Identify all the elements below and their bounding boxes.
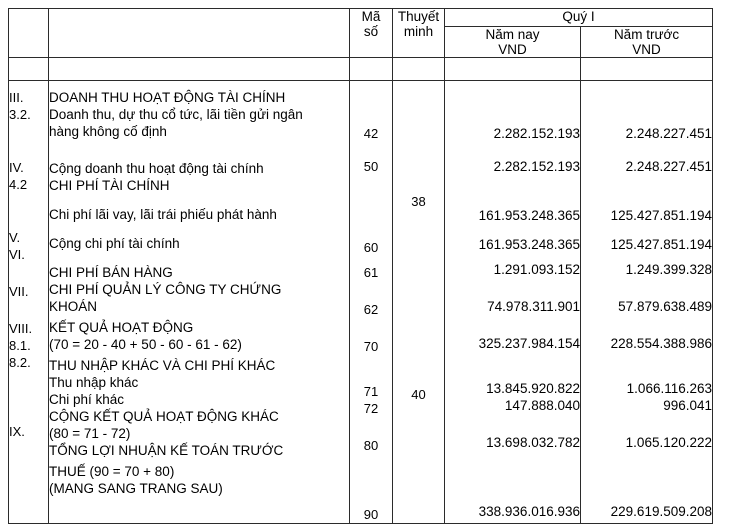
row-value-current-80: 13.698.032.782 — [486, 435, 580, 450]
row-note-38: 38 — [411, 194, 426, 209]
row-label-v: CHI PHÍ BÁN HÀNG — [49, 265, 173, 280]
previous-year-column — [581, 81, 713, 524]
header-code — [350, 9, 393, 58]
row-value-previous-60: 125.427.851.194 — [610, 237, 713, 252]
row-label-3-2-line1: Doanh thu, dự thu cổ tức, lãi tiền gửi ngân — [49, 107, 303, 122]
row-code-50: 50 — [363, 159, 379, 174]
row-value-current-72: 147.888.040 — [504, 398, 580, 413]
row-value-current-42: 2.282.152.193 — [493, 126, 580, 141]
row-label-cong-doanh-thu: Cộng doanh thu hoạt động tài chính — [49, 161, 264, 176]
header-previous-line1: Năm trước — [613, 27, 680, 42]
header-code-line2: số — [363, 24, 379, 39]
row-label-ix-line1: TỔNG LỢI NHUẬN KẾ TOÁN TRƯỚC — [49, 443, 284, 458]
description-column — [49, 81, 350, 524]
row-value-current-50: 2.282.152.193 — [493, 159, 580, 174]
row-value-previous-70: 228.554.388.986 — [610, 336, 713, 351]
note-column — [393, 81, 445, 524]
spacer-note — [393, 58, 445, 81]
row-value-current-90: 338.936.016.936 — [478, 504, 580, 519]
header-current-year — [445, 27, 581, 58]
spacer-previous — [581, 58, 713, 81]
row-value-previous-50: 2.248.227.451 — [625, 159, 713, 174]
table-body — [9, 81, 713, 524]
row-index-vii: VII. — [9, 284, 29, 299]
row-index-8-1: 8.1. — [9, 338, 31, 353]
row-value-previous-4-2: 125.427.851.194 — [610, 208, 713, 223]
row-label-vii-line2: (70 = 20 - 40 + 50 - 60 - 61 - 62) — [49, 337, 242, 352]
row-index-iv: IV. — [9, 160, 24, 175]
row-label-vii-line1: KẾT QUẢ HOẠT ĐỘNG — [49, 320, 194, 335]
row-code-80: 80 — [363, 438, 379, 453]
header-period-group: Quý I — [445, 9, 713, 27]
row-index-viii: VIII. — [9, 321, 33, 336]
row-label-cong-chi-phi: Cộng chi phí tài chính — [49, 236, 180, 251]
row-label-8-1: Thu nhập khác — [49, 375, 139, 390]
row-value-previous-80: 1.065.120.222 — [625, 435, 713, 450]
row-label-ix-line2: THUẾ (90 = 70 + 80) — [49, 464, 175, 479]
header-note-line1: Thuyết — [397, 9, 440, 24]
row-value-previous-71: 1.066.116.263 — [626, 381, 713, 396]
row-label-8-2: Chi phí khác — [49, 392, 125, 407]
code-column — [350, 81, 393, 524]
row-code-61: 61 — [363, 265, 379, 280]
row-label-4-2: Chi phí lãi vay, lãi trái phiếu phát hành — [49, 207, 277, 222]
row-value-previous-61: 1.249.399.328 — [625, 262, 713, 277]
row-code-72: 72 — [363, 401, 379, 416]
row-value-current-60: 161.953.248.365 — [478, 237, 580, 252]
row-value-previous-42: 2.248.227.451 — [625, 126, 713, 141]
row-label-ix-line3: (MANG SANG TRANG SAU) — [49, 481, 223, 496]
row-label-3-2-line2: hàng không cố định — [49, 124, 167, 139]
spacer-description — [49, 58, 350, 81]
row-label-cong-khac-line1: CỘNG KẾT QUẢ HOẠT ĐỘNG KHÁC — [49, 409, 279, 424]
row-code-42: 42 — [363, 126, 379, 141]
income-statement-table — [8, 8, 713, 524]
row-label-vi-line2: KHOÁN — [49, 299, 98, 314]
header-note-line2: minh — [403, 24, 434, 39]
row-value-current-62: 74.978.311.901 — [487, 299, 580, 314]
row-index-iii: III. — [9, 90, 24, 105]
row-note-40: 40 — [411, 387, 426, 402]
header-row-group — [9, 9, 713, 27]
header-current-line2: VND — [498, 42, 527, 57]
row-value-current-70: 325.237.984.154 — [478, 336, 580, 351]
header-note — [393, 9, 445, 58]
row-index-3-2: 3.2. — [9, 107, 31, 122]
row-index-v: V. — [9, 230, 21, 245]
row-label-vi-line1: CHI PHÍ QUẢN LÝ CÔNG TY CHỨNG — [49, 282, 282, 297]
spacer-current — [445, 58, 581, 81]
row-value-previous-90: 229.619.509.208 — [610, 504, 713, 519]
row-index-4-2: 4.2 — [9, 177, 28, 192]
row-code-62: 62 — [363, 302, 379, 317]
header-previous-year — [581, 27, 713, 58]
table-header — [9, 9, 713, 81]
current-year-column — [445, 81, 581, 524]
row-code-90: 90 — [363, 507, 379, 522]
row-code-60: 60 — [363, 240, 379, 255]
spacer-index — [9, 58, 49, 81]
row-index-8-2: 8.2. — [9, 355, 31, 370]
row-label-viii: THU NHẬP KHÁC VÀ CHI PHÍ KHÁC — [49, 358, 276, 373]
row-value-current-4-2: 161.953.248.365 — [478, 208, 580, 223]
row-code-71: 71 — [363, 384, 379, 399]
table-body-row — [9, 81, 713, 524]
row-value-previous-62: 57.879.638.489 — [618, 299, 713, 314]
row-index-vi: VI. — [9, 247, 25, 262]
header-index-blank — [9, 9, 49, 58]
header-current-line1: Năm nay — [485, 27, 540, 42]
row-code-70: 70 — [363, 339, 379, 354]
row-label-iv: CHI PHÍ TÀI CHÍNH — [49, 178, 170, 193]
row-label-iii: DOANH THU HOẠT ĐỘNG TÀI CHÍNH — [49, 90, 286, 105]
row-value-current-61: 1.291.093.152 — [493, 262, 580, 277]
header-previous-line2: VND — [632, 42, 661, 57]
row-index-ix: IX. — [9, 424, 25, 439]
header-description-blank — [49, 9, 350, 58]
index-column — [9, 81, 49, 524]
header-code-line1: Mã — [361, 9, 381, 24]
spacer-code — [350, 58, 393, 81]
row-value-previous-72: 996.041 — [663, 398, 713, 413]
row-label-cong-khac-line2: (80 = 71 - 72) — [49, 426, 131, 441]
row-value-current-71: 13.845.920.822 — [486, 381, 580, 396]
header-spacer-row — [9, 58, 713, 81]
